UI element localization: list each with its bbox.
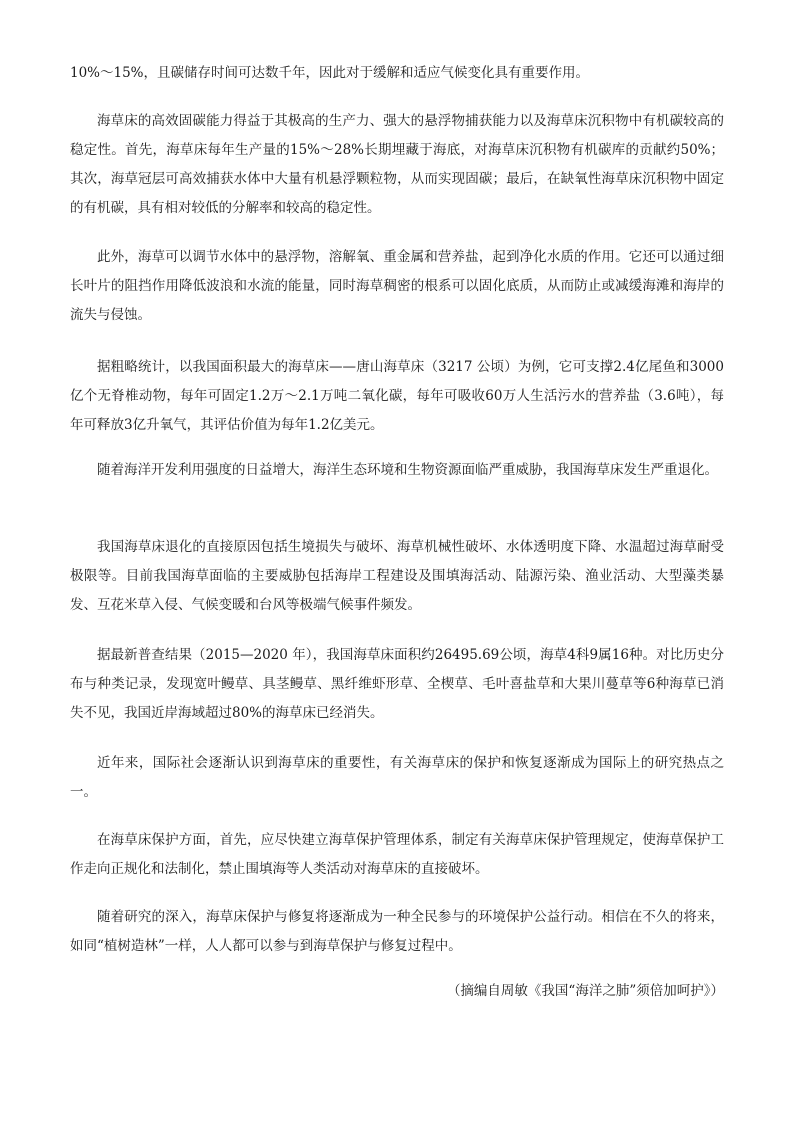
paragraph-4: 据粗略统计，以我国面积最大的海草床——唐山海草床（3217 公顷）为例，它可支撑2.4亿尾鱼和3000 亿个无脊椎动物，每年可固定1.2万～2.1万吨二氧化碳，每年可吸收60万人生活污水的营养盐（3.6吨），每年可释放3亿升氧气，其评估价值为每年1.2亿美元。 [70,359,724,433]
source-citation: （摘编自周敏《我国“海洋之肺”须倍加呵护》） [446,983,724,999]
paragraph-10: 随着研究的深入，海草床保护与修复将逐渐成为一种全民参与的环境保护公益行动。相信在不久的将来，如同“植树造林”一样，人人都可以参与到海草保护与修复过程中。 [70,909,724,954]
paragraph-7: 据最新普查结果（2015—2020 年），我国海草床面积约26495.69公顷，海草4科9属16种。对比历史分布与种类记录，发现宽叶鳗草、具茎鳗草、黑纤维虾形草、全楔草、毛叶喜盐草和大果川蔓草等6种海草已消失不见，我国近岸海域超过80%的海草床已经消失。 [70,647,724,721]
paragraph-1: 10%～15%，且碳储存时间可达数千年，因此对于缓解和适应气候变化具有重要作用。 [70,65,590,81]
paragraph-9: 在海草床保护方面，首先，应尽快建立海草保护管理体系，制定有关海草床保护管理规定，使海草保护工作走向正规化和法制化，禁止围填海等人类活动对海草床的直接破坏。 [70,832,724,877]
paragraph-5: 随着海洋开发利用强度的日益增大，海洋生态环境和生物资源面临严重威胁，我国海草床发生严重退化。 [97,462,718,478]
paragraph-2: 海草床的高效固碳能力得益于其极高的生产力、强大的悬浮物捕获能力以及海草床沉积物中有机碳较高的稳定性。首先，海草床每年生产量的15%～28%长期埋藏于海底，对海草床沉积物有机碳库的贡献约50%；其次，海草冠层可高效捕获水体中大量有机悬浮颗粒物，从而实现固碳；最后，在缺氧性海草床沉积物中固定的有机碳，具有相对较低的分解率和较高的稳定性。 [70,113,724,216]
paragraph-6: 我国海草床退化的直接原因包括生境损失与破坏、海草机械性破坏、水体透明度下降、水温超过海草耐受极限等。目前我国海草面临的主要威胁包括海岸工程建设及围填海活动、陆源污染、渔业活动、大型藻类暴发、互花米草入侵、气候变暖和台风等极端气候事件频发。 [70,539,724,613]
paragraph-8: 近年来，国际社会逐渐认识到海草床的重要性，有关海草床的保护和恢复逐渐成为国际上的研究热点之一。 [70,755,724,800]
paragraph-3: 此外，海草可以调节水体中的悬浮物，溶解氧、重金属和营养盐，起到净化水质的作用。它还可以通过细长叶片的阻挡作用降低波浪和水流的能量，同时海草稠密的根系可以固化底质，从而防止或减缓海滩和海岸的流失与侵蚀。 [70,249,724,323]
